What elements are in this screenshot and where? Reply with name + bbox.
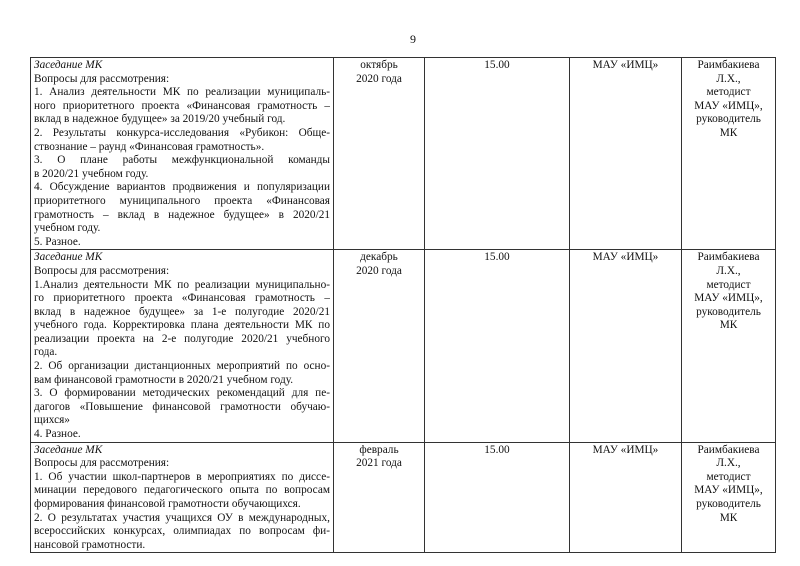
responsible-cell xyxy=(682,58,776,250)
time-cell xyxy=(425,58,570,250)
meetings-table xyxy=(30,57,776,553)
agenda-line: вклад в надежное будущее» за 2019/20 учебный год. xyxy=(34,113,286,126)
agenda-cell xyxy=(31,250,334,442)
time-cell xyxy=(425,250,570,442)
agenda-line: учебного года. Корректировка плана деятельности МК по xyxy=(34,319,330,332)
table-row xyxy=(31,442,776,553)
agenda-line: в 2020/21 учебном году. xyxy=(34,167,149,180)
responsible-line: МК xyxy=(719,126,738,139)
responsible-line: Раимбакиева xyxy=(697,59,760,71)
responsible-line: методист xyxy=(706,278,751,291)
responsible-line: методист xyxy=(706,470,751,483)
responsible-line: Л.Х., xyxy=(716,457,741,470)
agenda-line: учебном году. xyxy=(34,222,101,235)
responsible-line: руководитель xyxy=(696,305,761,318)
place-cell xyxy=(570,250,682,442)
date-line: 2021 года xyxy=(356,457,402,470)
responsible-line: МАУ «ИМЦ», xyxy=(694,292,763,305)
agenda-cell xyxy=(31,442,334,553)
responsible-line: Л.Х., xyxy=(716,72,741,85)
agenda-line: 2. Результаты конкурса-исследования «Рубикон: Обще- xyxy=(34,126,330,139)
agenda-line: 5. Разное. xyxy=(34,235,81,248)
agenda-line: реализации проекта на 2-е полугодие 2020/21 учебного xyxy=(34,332,330,345)
agenda-line: 3. О плане работы межфункциональной команды xyxy=(34,154,330,167)
agenda-line: вклад в надежное будущее» за 1-е полугодие 2020/21 xyxy=(34,305,330,318)
table-row xyxy=(31,58,776,250)
agenda-line: 4. Разное. xyxy=(34,428,81,441)
responsible-line: Раимбакиева xyxy=(697,251,760,264)
date-cell xyxy=(334,250,425,442)
agenda-line: минации передового педагогического опыта по вопросам xyxy=(34,484,330,497)
responsible-line: МК xyxy=(719,511,738,524)
agenda-line: 1.Анализ деятельности МК по реализации муниципально- xyxy=(34,278,330,291)
date-line: октябрь xyxy=(360,59,398,71)
meeting-title: Заседание МК xyxy=(34,443,103,456)
responsible-line: руководитель xyxy=(696,498,761,510)
date-cell xyxy=(334,58,425,250)
responsible-line: руководитель xyxy=(696,113,761,126)
agenda-line: 3. О формировании методических рекомендаций для пе- xyxy=(34,387,330,400)
responsible-line: методист xyxy=(706,86,751,99)
agenda-line: всероссийских конкурсах, олимпиадах по вопросам фи- xyxy=(34,525,330,538)
agenda-line: 4. Обсуждение вариантов продвижения и популяризации xyxy=(34,181,330,194)
agenda-line: Вопросы для рассмотрения: xyxy=(34,72,170,85)
agenda-line: ного приоритетного проекта «Финансовая грамотность – xyxy=(34,99,330,112)
time-value: 15.00 xyxy=(484,251,510,264)
agenda-line: дагогов «Повышение финансовой грамотности обучаю- xyxy=(34,400,330,413)
responsible-cell xyxy=(682,442,776,553)
agenda-line: 2. Об организации дистанционных мероприятий по осно- xyxy=(34,360,330,373)
agenda-line: вам финансовой грамотности в 2020/21 учебном году. xyxy=(34,373,294,386)
place-value: МАУ «ИМЦ» xyxy=(592,59,659,71)
place-cell xyxy=(570,442,682,553)
date-line: 2020 года xyxy=(356,72,402,85)
table-row xyxy=(31,250,776,442)
agenda-line: года. xyxy=(34,346,58,359)
responsible-line: МАУ «ИМЦ», xyxy=(694,99,763,112)
date-line: февраль xyxy=(359,443,399,456)
agenda-line: формирования финансовой грамотности обучающихся. xyxy=(34,498,301,510)
agenda-line: ствознание – раунд «Финансовая грамотность». xyxy=(34,140,265,153)
place-cell xyxy=(570,58,682,250)
meeting-title: Заседание МК xyxy=(34,59,103,71)
page-number: 9 xyxy=(410,32,416,46)
place-value: МАУ «ИМЦ» xyxy=(592,251,659,264)
place-value: МАУ «ИМЦ» xyxy=(592,443,659,456)
responsible-line: МАУ «ИМЦ», xyxy=(694,484,763,497)
agenda-line: нансовой грамотности. xyxy=(34,538,146,551)
agenda-line: грамотность – вклад в надежное будущее» в 2020/21 xyxy=(34,208,330,221)
time-value: 15.00 xyxy=(484,59,510,71)
agenda-line: 1. Анализ деятельности МК по реализации муниципаль- xyxy=(34,86,330,99)
agenda-line: 2. О результатах участия учащихся ОУ в международных, xyxy=(34,511,330,524)
agenda-line: Вопросы для рассмотрения: xyxy=(34,264,170,277)
time-cell xyxy=(425,442,570,553)
responsible-cell xyxy=(682,250,776,442)
date-line: декабрь xyxy=(360,251,398,264)
responsible-line: МК xyxy=(719,319,738,332)
date-cell xyxy=(334,442,425,553)
meeting-title: Заседание МК xyxy=(34,251,103,264)
time-value: 15.00 xyxy=(484,443,510,456)
responsible-line: Л.Х., xyxy=(716,264,741,277)
agenda-line: 1. Об участии школ-партнеров в мероприятиях по диссе- xyxy=(34,470,330,483)
agenda-line: приоритетного муниципального проекта «Финансовая xyxy=(34,194,330,207)
agenda-cell xyxy=(31,58,334,250)
agenda-line: Вопросы для рассмотрения: xyxy=(34,457,170,470)
date-line: 2020 года xyxy=(356,264,402,277)
agenda-line: щихся» xyxy=(34,414,70,427)
responsible-line: Раимбакиева xyxy=(697,443,760,456)
agenda-line: го приоритетного проекта «Финансовая грамотность – xyxy=(34,292,330,305)
